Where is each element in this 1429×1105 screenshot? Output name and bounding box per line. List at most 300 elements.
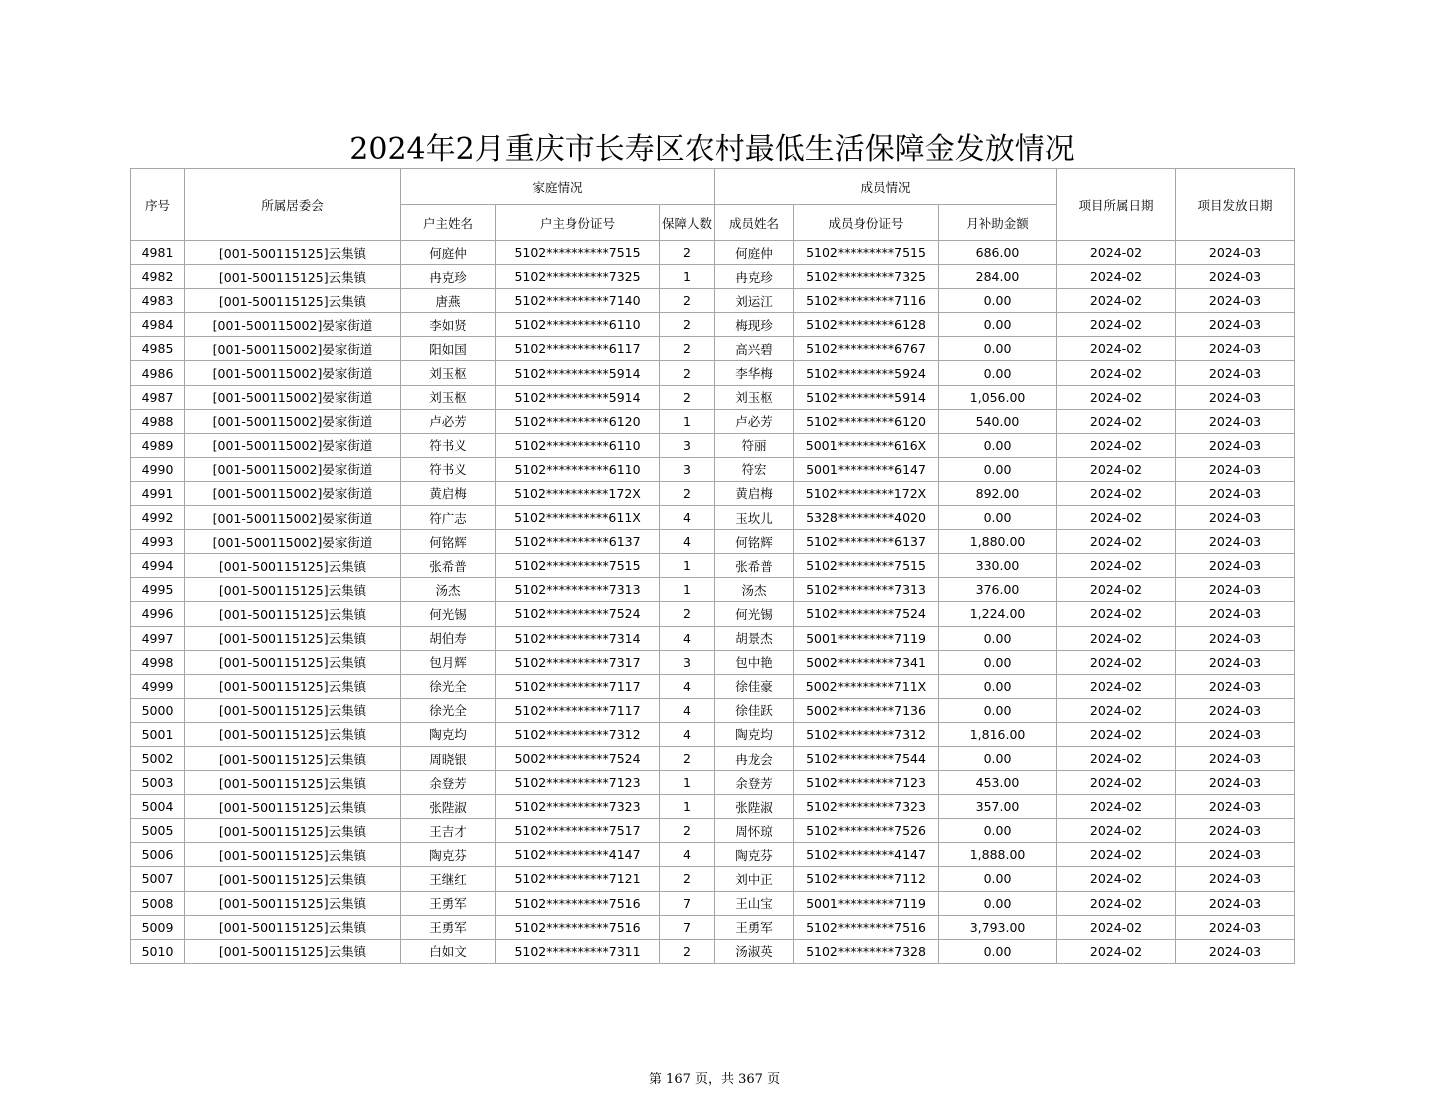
- cell-insured-count: 2: [660, 337, 715, 361]
- header-head-id: 户主身份证号: [496, 205, 660, 241]
- cell-seq: 4993: [131, 530, 185, 554]
- table-row: [131, 843, 1295, 867]
- cell-project-date: 2024-02: [1057, 506, 1176, 530]
- cell-committee: [001-500115125]云集镇: [185, 554, 401, 578]
- cell-seq: 5001: [131, 722, 185, 746]
- cell-member-name: 余登芳: [715, 771, 794, 795]
- table-row: [131, 385, 1295, 409]
- cell-head-id: 5102**********6137: [496, 530, 660, 554]
- cell-monthly-amount: 0.00: [939, 433, 1057, 457]
- cell-insured-count: 1: [660, 554, 715, 578]
- cell-head-id: 5102**********6117: [496, 337, 660, 361]
- cell-head-id: 5102**********7517: [496, 819, 660, 843]
- cell-member-name: 何庭仲: [715, 241, 794, 265]
- cell-committee: [001-500115125]云集镇: [185, 867, 401, 891]
- cell-monthly-amount: 0.00: [939, 361, 1057, 385]
- cell-project-date: 2024-02: [1057, 939, 1176, 963]
- cell-insured-count: 4: [660, 530, 715, 554]
- cell-committee: [001-500115125]云集镇: [185, 241, 401, 265]
- cell-issue-date: 2024-03: [1176, 795, 1295, 819]
- cell-member-name: 刘中正: [715, 867, 794, 891]
- cell-member-name: 冉龙会: [715, 746, 794, 770]
- cell-head-name: 黄启梅: [401, 481, 496, 505]
- cell-insured-count: 3: [660, 433, 715, 457]
- cell-head-name: 王继红: [401, 867, 496, 891]
- cell-committee: [001-500115125]云集镇: [185, 891, 401, 915]
- cell-insured-count: 2: [660, 867, 715, 891]
- cell-insured-count: 4: [660, 506, 715, 530]
- table-row: [131, 674, 1295, 698]
- table-row: [131, 626, 1295, 650]
- cell-project-date: 2024-02: [1057, 361, 1176, 385]
- cell-member-name: 符宏: [715, 457, 794, 481]
- cell-project-date: 2024-02: [1057, 554, 1176, 578]
- cell-insured-count: 2: [660, 385, 715, 409]
- cell-committee: [001-500115125]云集镇: [185, 602, 401, 626]
- cell-monthly-amount: 1,888.00: [939, 843, 1057, 867]
- cell-committee: [001-500115125]云集镇: [185, 746, 401, 770]
- cell-insured-count: 2: [660, 361, 715, 385]
- cell-project-date: 2024-02: [1057, 915, 1176, 939]
- cell-seq: 4992: [131, 506, 185, 530]
- cell-seq: 5004: [131, 795, 185, 819]
- cell-member-name: 高兴碧: [715, 337, 794, 361]
- cell-head-name: 王勇军: [401, 891, 496, 915]
- cell-head-id: 5102**********4147: [496, 843, 660, 867]
- cell-member-name: 王勇军: [715, 915, 794, 939]
- table-row: [131, 578, 1295, 602]
- cell-committee: [001-500115125]云集镇: [185, 698, 401, 722]
- cell-monthly-amount: 284.00: [939, 265, 1057, 289]
- cell-issue-date: 2024-03: [1176, 433, 1295, 457]
- cell-head-name: 徐光全: [401, 674, 496, 698]
- cell-monthly-amount: 540.00: [939, 409, 1057, 433]
- table-row: [131, 241, 1295, 265]
- header-monthly-amount: 月补助金额: [939, 205, 1057, 241]
- cell-member-name: 何铭辉: [715, 530, 794, 554]
- cell-committee: [001-500115002]晏家街道: [185, 506, 401, 530]
- cell-insured-count: 1: [660, 578, 715, 602]
- cell-head-id: 5102**********7123: [496, 771, 660, 795]
- cell-member-id: 5102*********5914: [794, 385, 939, 409]
- cell-committee: [001-500115125]云集镇: [185, 289, 401, 313]
- cell-member-id: 5102*********6128: [794, 313, 939, 337]
- cell-issue-date: 2024-03: [1176, 771, 1295, 795]
- cell-project-date: 2024-02: [1057, 674, 1176, 698]
- cell-member-id: 5102*********7116: [794, 289, 939, 313]
- cell-head-id: 5102**********7524: [496, 602, 660, 626]
- cell-project-date: 2024-02: [1057, 385, 1176, 409]
- cell-seq: 5008: [131, 891, 185, 915]
- cell-monthly-amount: 0.00: [939, 674, 1057, 698]
- cell-head-id: 5102**********7515: [496, 241, 660, 265]
- cell-monthly-amount: 892.00: [939, 481, 1057, 505]
- cell-head-name: 汤杰: [401, 578, 496, 602]
- cell-member-id: 5102*********7323: [794, 795, 939, 819]
- cell-member-id: 5102*********5924: [794, 361, 939, 385]
- cell-committee: [001-500115125]云集镇: [185, 915, 401, 939]
- cell-monthly-amount: 0.00: [939, 746, 1057, 770]
- cell-member-id: 5102*********7526: [794, 819, 939, 843]
- cell-head-name: 余登芳: [401, 771, 496, 795]
- cell-insured-count: 4: [660, 722, 715, 746]
- table-body: [131, 241, 1295, 964]
- cell-monthly-amount: 0.00: [939, 337, 1057, 361]
- cell-head-name: 包月辉: [401, 650, 496, 674]
- cell-monthly-amount: 0.00: [939, 891, 1057, 915]
- cell-head-name: 符书义: [401, 457, 496, 481]
- cell-issue-date: 2024-03: [1176, 867, 1295, 891]
- cell-member-name: 冉克珍: [715, 265, 794, 289]
- cell-insured-count: 1: [660, 265, 715, 289]
- cell-head-id: 5102**********7311: [496, 939, 660, 963]
- cell-head-name: 王勇军: [401, 915, 496, 939]
- cell-committee: [001-500115002]晏家街道: [185, 433, 401, 457]
- cell-head-name: 张陛淑: [401, 795, 496, 819]
- cell-committee: [001-500115125]云集镇: [185, 819, 401, 843]
- page-title: 2024年2月重庆市长寿区农村最低生活保障金发放情况: [349, 132, 1075, 167]
- cell-project-date: 2024-02: [1057, 602, 1176, 626]
- cell-member-id: 5102*********6137: [794, 530, 939, 554]
- cell-issue-date: 2024-03: [1176, 674, 1295, 698]
- cell-issue-date: 2024-03: [1176, 650, 1295, 674]
- cell-monthly-amount: 1,880.00: [939, 530, 1057, 554]
- cell-monthly-amount: 0.00: [939, 939, 1057, 963]
- cell-committee: [001-500115002]晏家街道: [185, 361, 401, 385]
- cell-monthly-amount: 0.00: [939, 626, 1057, 650]
- cell-head-id: 5102**********7516: [496, 915, 660, 939]
- cell-monthly-amount: 0.00: [939, 457, 1057, 481]
- cell-issue-date: 2024-03: [1176, 361, 1295, 385]
- cell-committee: [001-500115002]晏家街道: [185, 313, 401, 337]
- table-row: [131, 746, 1295, 770]
- cell-insured-count: 7: [660, 891, 715, 915]
- table-row: [131, 795, 1295, 819]
- header-seq: 序号: [131, 169, 185, 241]
- cell-member-id: 5102*********4147: [794, 843, 939, 867]
- cell-monthly-amount: 686.00: [939, 241, 1057, 265]
- page-footer: 第 167 页，共 367 页: [648, 1072, 781, 1087]
- cell-seq: 5007: [131, 867, 185, 891]
- cell-issue-date: 2024-03: [1176, 409, 1295, 433]
- cell-insured-count: 2: [660, 819, 715, 843]
- cell-issue-date: 2024-03: [1176, 289, 1295, 313]
- cell-issue-date: 2024-03: [1176, 337, 1295, 361]
- cell-head-id: 5102**********5914: [496, 361, 660, 385]
- cell-issue-date: 2024-03: [1176, 698, 1295, 722]
- cell-seq: 4996: [131, 602, 185, 626]
- cell-member-name: 玉坎儿: [715, 506, 794, 530]
- cell-head-id: 5102**********7312: [496, 722, 660, 746]
- cell-issue-date: 2024-03: [1176, 819, 1295, 843]
- cell-committee: [001-500115002]晏家街道: [185, 385, 401, 409]
- table-row: [131, 602, 1295, 626]
- cell-member-id: 5001*********7119: [794, 626, 939, 650]
- cell-member-id: 5002*********7341: [794, 650, 939, 674]
- cell-head-id: 5102**********7314: [496, 626, 660, 650]
- cell-insured-count: 2: [660, 289, 715, 313]
- table-row: [131, 337, 1295, 361]
- header-insured-count: 保障人数: [660, 205, 715, 241]
- cell-member-name: 陶克均: [715, 722, 794, 746]
- cell-seq: 4990: [131, 457, 185, 481]
- cell-head-name: 周晓银: [401, 746, 496, 770]
- cell-insured-count: 4: [660, 698, 715, 722]
- cell-insured-count: 2: [660, 313, 715, 337]
- cell-head-id: 5002**********7524: [496, 746, 660, 770]
- table-row: [131, 698, 1295, 722]
- cell-monthly-amount: 0.00: [939, 506, 1057, 530]
- cell-head-name: 卢必芳: [401, 409, 496, 433]
- cell-head-id: 5102**********5914: [496, 385, 660, 409]
- header-project-date: 项目所属日期: [1057, 169, 1176, 241]
- cell-seq: 4998: [131, 650, 185, 674]
- cell-project-date: 2024-02: [1057, 457, 1176, 481]
- cell-member-id: 5002*********711X: [794, 674, 939, 698]
- cell-seq: 4987: [131, 385, 185, 409]
- cell-committee: [001-500115125]云集镇: [185, 843, 401, 867]
- cell-seq: 5009: [131, 915, 185, 939]
- cell-issue-date: 2024-03: [1176, 746, 1295, 770]
- cell-member-id: 5102*********6120: [794, 409, 939, 433]
- header-family-group: 家庭情况: [401, 169, 715, 205]
- cell-head-id: 5102**********6110: [496, 313, 660, 337]
- cell-monthly-amount: 0.00: [939, 819, 1057, 843]
- cell-seq: 4985: [131, 337, 185, 361]
- cell-head-id: 5102**********7325: [496, 265, 660, 289]
- cell-head-id: 5102**********7117: [496, 674, 660, 698]
- cell-monthly-amount: 357.00: [939, 795, 1057, 819]
- cell-monthly-amount: 0.00: [939, 313, 1057, 337]
- cell-issue-date: 2024-03: [1176, 578, 1295, 602]
- cell-head-name: 符广志: [401, 506, 496, 530]
- cell-member-id: 5102*********7312: [794, 722, 939, 746]
- cell-monthly-amount: 376.00: [939, 578, 1057, 602]
- cell-member-id: 5102*********7325: [794, 265, 939, 289]
- cell-issue-date: 2024-03: [1176, 626, 1295, 650]
- cell-project-date: 2024-02: [1057, 578, 1176, 602]
- cell-member-name: 梅现珍: [715, 313, 794, 337]
- cell-project-date: 2024-02: [1057, 241, 1176, 265]
- cell-project-date: 2024-02: [1057, 481, 1176, 505]
- cell-project-date: 2024-02: [1057, 722, 1176, 746]
- cell-head-id: 5102**********7140: [496, 289, 660, 313]
- cell-head-id: 5102**********7117: [496, 698, 660, 722]
- cell-seq: 5006: [131, 843, 185, 867]
- cell-project-date: 2024-02: [1057, 843, 1176, 867]
- cell-insured-count: 2: [660, 939, 715, 963]
- cell-head-id: 5102**********6120: [496, 409, 660, 433]
- cell-member-id: 5102*********7544: [794, 746, 939, 770]
- cell-monthly-amount: 3,793.00: [939, 915, 1057, 939]
- cell-head-name: 徐光全: [401, 698, 496, 722]
- table-row: [131, 265, 1295, 289]
- cell-member-id: 5102*********7328: [794, 939, 939, 963]
- cell-issue-date: 2024-03: [1176, 457, 1295, 481]
- table-row: [131, 481, 1295, 505]
- cell-member-name: 陶克芬: [715, 843, 794, 867]
- cell-project-date: 2024-02: [1057, 795, 1176, 819]
- cell-seq: 4981: [131, 241, 185, 265]
- table-row: [131, 313, 1295, 337]
- cell-head-name: 胡伯寿: [401, 626, 496, 650]
- cell-insured-count: 2: [660, 746, 715, 770]
- table-row: [131, 506, 1295, 530]
- cell-insured-count: 2: [660, 241, 715, 265]
- cell-head-name: 何庭仲: [401, 241, 496, 265]
- cell-issue-date: 2024-03: [1176, 313, 1295, 337]
- cell-head-name: 张希普: [401, 554, 496, 578]
- cell-member-name: 王山宝: [715, 891, 794, 915]
- table-row: [131, 289, 1295, 313]
- cell-insured-count: 7: [660, 915, 715, 939]
- cell-insured-count: 3: [660, 457, 715, 481]
- cell-insured-count: 1: [660, 771, 715, 795]
- cell-head-id: 5102**********7323: [496, 795, 660, 819]
- cell-member-name: 张希普: [715, 554, 794, 578]
- cell-committee: [001-500115125]云集镇: [185, 650, 401, 674]
- cell-issue-date: 2024-03: [1176, 939, 1295, 963]
- cell-member-name: 包中艳: [715, 650, 794, 674]
- cell-seq: 5010: [131, 939, 185, 963]
- cell-seq: 4997: [131, 626, 185, 650]
- header-issue-date: 项目发放日期: [1176, 169, 1295, 241]
- cell-member-name: 何光锡: [715, 602, 794, 626]
- cell-project-date: 2024-02: [1057, 867, 1176, 891]
- cell-member-name: 刘玉枢: [715, 385, 794, 409]
- cell-committee: [001-500115125]云集镇: [185, 722, 401, 746]
- cell-project-date: 2024-02: [1057, 698, 1176, 722]
- cell-monthly-amount: 0.00: [939, 867, 1057, 891]
- table-row: [131, 433, 1295, 457]
- table-row: [131, 867, 1295, 891]
- cell-project-date: 2024-02: [1057, 265, 1176, 289]
- cell-committee: [001-500115002]晏家街道: [185, 481, 401, 505]
- table-row: [131, 939, 1295, 963]
- cell-head-name: 王吉才: [401, 819, 496, 843]
- cell-seq: 4982: [131, 265, 185, 289]
- cell-monthly-amount: 1,816.00: [939, 722, 1057, 746]
- cell-head-name: 唐燕: [401, 289, 496, 313]
- cell-member-name: 卢必芳: [715, 409, 794, 433]
- cell-project-date: 2024-02: [1057, 771, 1176, 795]
- header-member-id: 成员身份证号: [794, 205, 939, 241]
- cell-issue-date: 2024-03: [1176, 506, 1295, 530]
- cell-head-id: 5102**********6110: [496, 433, 660, 457]
- cell-project-date: 2024-02: [1057, 819, 1176, 843]
- cell-head-name: 白如文: [401, 939, 496, 963]
- cell-member-name: 胡景杰: [715, 626, 794, 650]
- cell-head-name: 何光锡: [401, 602, 496, 626]
- cell-member-id: 5328*********4020: [794, 506, 939, 530]
- cell-member-id: 5002*********7136: [794, 698, 939, 722]
- cell-seq: 4995: [131, 578, 185, 602]
- cell-member-name: 周怀琼: [715, 819, 794, 843]
- cell-issue-date: 2024-03: [1176, 554, 1295, 578]
- cell-monthly-amount: 0.00: [939, 650, 1057, 674]
- cell-committee: [001-500115002]晏家街道: [185, 337, 401, 361]
- cell-project-date: 2024-02: [1057, 891, 1176, 915]
- cell-member-name: 李华梅: [715, 361, 794, 385]
- cell-member-name: 黄启梅: [715, 481, 794, 505]
- cell-committee: [001-500115125]云集镇: [185, 626, 401, 650]
- cell-monthly-amount: 330.00: [939, 554, 1057, 578]
- cell-head-id: 5102**********6110: [496, 457, 660, 481]
- cell-head-name: 阳如国: [401, 337, 496, 361]
- allowance-table: [130, 168, 1295, 964]
- cell-seq: 4984: [131, 313, 185, 337]
- cell-project-date: 2024-02: [1057, 313, 1176, 337]
- cell-head-name: 李如贤: [401, 313, 496, 337]
- cell-project-date: 2024-02: [1057, 433, 1176, 457]
- cell-committee: [001-500115125]云集镇: [185, 939, 401, 963]
- cell-head-id: 5102**********7313: [496, 578, 660, 602]
- cell-insured-count: 1: [660, 409, 715, 433]
- cell-insured-count: 2: [660, 602, 715, 626]
- cell-head-id: 5102**********7515: [496, 554, 660, 578]
- cell-project-date: 2024-02: [1057, 650, 1176, 674]
- cell-monthly-amount: 1,224.00: [939, 602, 1057, 626]
- cell-monthly-amount: 453.00: [939, 771, 1057, 795]
- cell-head-id: 5102**********172X: [496, 481, 660, 505]
- cell-insured-count: 4: [660, 626, 715, 650]
- cell-insured-count: 4: [660, 674, 715, 698]
- table-row: [131, 650, 1295, 674]
- header-head-name: 户主姓名: [401, 205, 496, 241]
- cell-committee: [001-500115125]云集镇: [185, 674, 401, 698]
- cell-issue-date: 2024-03: [1176, 722, 1295, 746]
- cell-project-date: 2024-02: [1057, 626, 1176, 650]
- cell-member-id: 5102*********7515: [794, 554, 939, 578]
- table-row: [131, 771, 1295, 795]
- cell-seq: 4989: [131, 433, 185, 457]
- cell-project-date: 2024-02: [1057, 409, 1176, 433]
- cell-project-date: 2024-02: [1057, 746, 1176, 770]
- cell-member-id: 5102*********7112: [794, 867, 939, 891]
- cell-member-id: 5102*********7524: [794, 602, 939, 626]
- cell-member-id: 5102*********7516: [794, 915, 939, 939]
- cell-member-id: 5001*********616X: [794, 433, 939, 457]
- cell-insured-count: 2: [660, 481, 715, 505]
- cell-seq: 5002: [131, 746, 185, 770]
- cell-issue-date: 2024-03: [1176, 602, 1295, 626]
- header-committee: 所属居委会: [185, 169, 401, 241]
- table-row: [131, 457, 1295, 481]
- cell-head-id: 5102**********7317: [496, 650, 660, 674]
- cell-member-id: 5102*********7313: [794, 578, 939, 602]
- cell-member-id: 5102*********7123: [794, 771, 939, 795]
- cell-issue-date: 2024-03: [1176, 481, 1295, 505]
- cell-member-id: 5001*********6147: [794, 457, 939, 481]
- cell-committee: [001-500115002]晏家街道: [185, 530, 401, 554]
- table-row: [131, 554, 1295, 578]
- header-member-group: 成员情况: [715, 169, 1057, 205]
- cell-issue-date: 2024-03: [1176, 241, 1295, 265]
- cell-seq: 5000: [131, 698, 185, 722]
- cell-member-name: 符丽: [715, 433, 794, 457]
- cell-head-name: 刘玉枢: [401, 361, 496, 385]
- table-row: [131, 819, 1295, 843]
- cell-committee: [001-500115125]云集镇: [185, 771, 401, 795]
- cell-member-id: 5102*********6767: [794, 337, 939, 361]
- cell-seq: 4994: [131, 554, 185, 578]
- cell-head-name: 符书义: [401, 433, 496, 457]
- cell-member-name: 徐佳跃: [715, 698, 794, 722]
- cell-monthly-amount: 0.00: [939, 289, 1057, 313]
- cell-head-name: 冉克珍: [401, 265, 496, 289]
- cell-insured-count: 4: [660, 843, 715, 867]
- cell-member-id: 5102*********7515: [794, 241, 939, 265]
